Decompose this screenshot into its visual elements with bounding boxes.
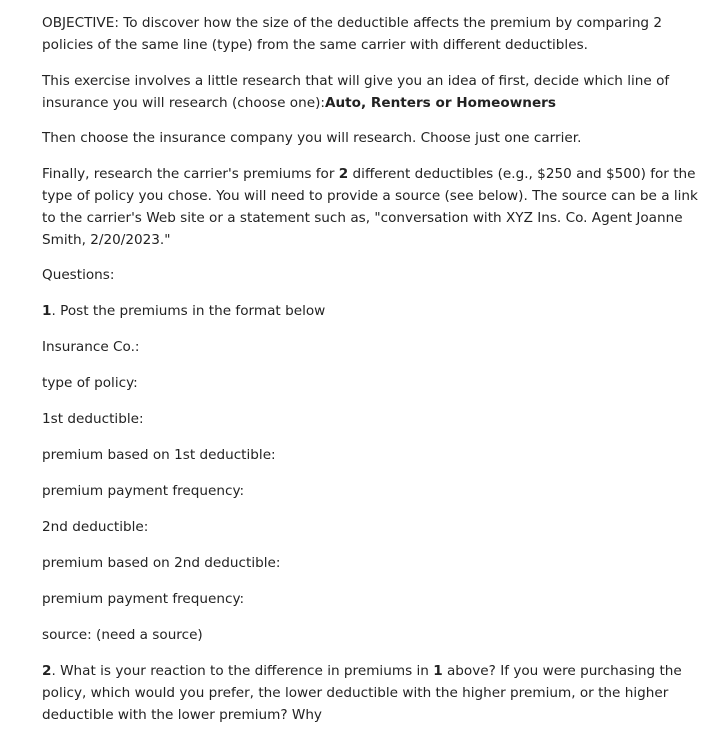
field-payment-frequency-2: premium payment frequency:: [42, 591, 245, 607]
field-premium-2nd-deductible: premium based on 2nd deductible:: [42, 555, 281, 571]
field-1st-deductible: 1st deductible:: [42, 411, 144, 427]
finally-text-before: Finally, research the carrier's premiums for: [42, 166, 339, 182]
question-2-text-b: above? If you were purchasing the policy, which would you prefer, the lower deductible with the higher premium, or the higher deductible with the lower premium? Why: [42, 663, 682, 723]
exercise-text: This exercise involves a little research that will give you an idea of first, decide which line of insurance you will research (choose one):: [42, 73, 670, 111]
objective-paragraph: [42, 12, 702, 56]
question-1: [42, 300, 702, 322]
question-2-ref: 1: [433, 663, 443, 679]
insurance-line-options: Auto, Renters or Homeowners: [324, 95, 556, 111]
finally-paragraph: [42, 163, 702, 251]
field-source: source: (need a source): [42, 627, 203, 643]
field-2nd-deductible: 2nd deductible:: [42, 519, 149, 535]
choose-carrier-text: Then choose the insurance company you will research. Choose just one carrier.: [42, 130, 582, 146]
question-2: [42, 660, 702, 726]
question-1-text: . Post the premiums in the format below: [51, 303, 326, 319]
question-1-number: 1: [42, 303, 52, 319]
field-premium-1st-deductible: premium based on 1st deductible:: [42, 447, 276, 463]
field-type-of-policy: type of policy:: [42, 375, 138, 391]
question-2-text-a: . What is your reaction to the difference in premiums in: [51, 663, 434, 679]
finally-bold-count: 2: [338, 166, 349, 182]
finally-text-after: different deductibles (e.g., $250 and $500) for the type of policy you chose. You will need to provide a source (see below). The source can be a link to the carrier's Web site or a statement such as, "conversation with XYZ Ins. Co. Agent Joanne Smith, 2/20/2023.": [42, 166, 698, 248]
choose-carrier-paragraph: [42, 127, 702, 149]
field-insurance-co: Insurance Co.:: [42, 339, 140, 355]
exercise-paragraph: [42, 70, 702, 114]
objective-text: OBJECTIVE: To discover how the size of the deductible affects the premium by comparing 2 policies of the same line (type) from the same carrier with different deductibles.: [42, 15, 663, 53]
questions-heading: Questions:: [42, 267, 115, 283]
question-2-number: 2: [42, 663, 52, 679]
field-payment-frequency-1: premium payment frequency:: [42, 483, 245, 499]
